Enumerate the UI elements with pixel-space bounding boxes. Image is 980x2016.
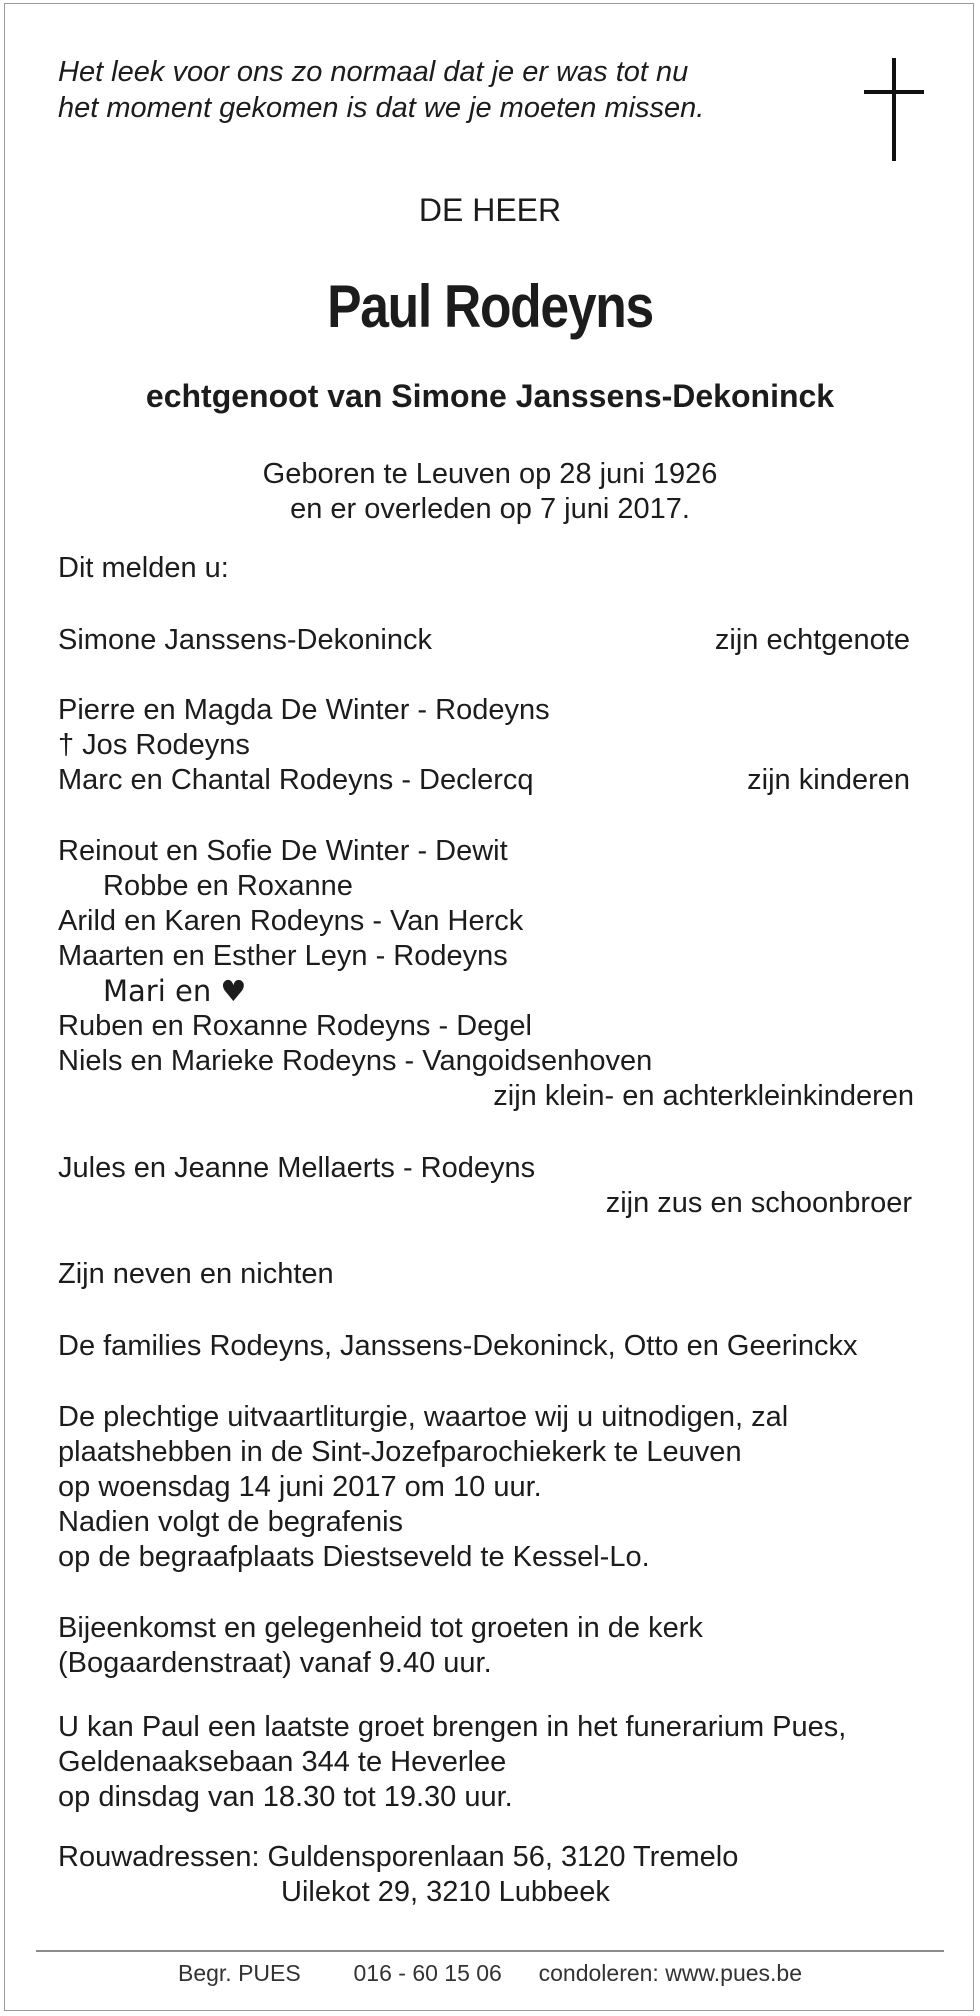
grandchild-line-4: Maarten en Esther Leyn - Rodeyns [58, 940, 508, 972]
spouse-relation: zijn echtgenote [714, 624, 910, 656]
grandchild-line-5: Mari en ♥ [103, 974, 247, 1008]
visit-line-2: Geldenaaksebaan 344 te Heverlee [58, 1746, 507, 1778]
address-line-2: Uilekot 29, 3210 Lubbeek [281, 1876, 610, 1908]
undertaker-name: Begr. PUES [177, 1960, 301, 1986]
funeral-line-5: op de begraafplaats Diestseveld te Kessel-Lo. [58, 1541, 650, 1573]
visit-info [58, 1710, 846, 1815]
deceased-name: Paul Rodeyns [327, 273, 653, 340]
birth-line: Geboren te Leuven op 28 juni 1926 [262, 458, 718, 490]
sister-relation: zijn zus en schoonbroer [605, 1187, 912, 1219]
quote-line-2: het moment gekomen is dat we je moeten missen. [58, 92, 705, 124]
visit-line-3: op dinsdag van 18.30 tot 19.30 uur. [58, 1781, 513, 1813]
grandchild-line-1: Reinout en Sofie De Winter - Dewit [58, 835, 508, 867]
honorific: DE HEER [418, 192, 562, 228]
child-3: Marc en Chantal Rodeyns - Declercq [58, 764, 534, 796]
child-2: † Jos Rodeyns [58, 729, 250, 761]
quote-line-1: Het leek voor ons zo normaal dat je er was tot nu [58, 56, 689, 88]
grandchild-line-3: Arild en Karen Rodeyns - Van Herck [58, 905, 524, 937]
gathering-line-2: (Bogaardenstraat) vanaf 9.40 uur. [58, 1647, 492, 1679]
condolence-link[interactable]: condoleren: www.pues.be [538, 1960, 803, 1986]
spouse-line: echtgenoot van Simone Janssens-Dekoninck [145, 378, 835, 414]
funeral-line-3: op woensdag 14 juni 2017 om 10 uur. [58, 1471, 542, 1503]
grandchild-line-7: Niels en Marieke Rodeyns - Vangoidsenhoven [58, 1045, 653, 1077]
families-line: De families Rodeyns, Janssens-Dekoninck, Otto en Geerinckx [58, 1330, 858, 1362]
address-line-1: Rouwadressen: Guldensporenlaan 56, 3120 Tremelo [58, 1841, 739, 1873]
spouse-name: Simone Janssens-Dekoninck [58, 624, 432, 656]
sister-name: Jules en Jeanne Mellaerts - Rodeyns [58, 1152, 536, 1184]
cousins-line: Zijn neven en nichten [58, 1258, 334, 1290]
child-1: Pierre en Magda De Winter - Rodeyns [58, 694, 550, 726]
cross-icon [864, 58, 924, 161]
gathering-line-1: Bijeenkomst en gelegenheid tot groeten in de kerk [58, 1612, 703, 1644]
footer-divider [36, 1950, 944, 1952]
intro-text: Dit melden u: [58, 552, 229, 584]
death-line: en er overleden op 7 juni 2017. [290, 493, 690, 525]
opening-quote [58, 54, 704, 126]
birth-death-info [0, 457, 980, 527]
undertaker-phone: 016 - 60 15 06 [353, 1960, 502, 1986]
grandchildren-relation: zijn klein- en achterkleinkinderen [493, 1080, 914, 1112]
funeral-line-4: Nadien volgt de begrafenis [58, 1506, 404, 1538]
funeral-info [58, 1400, 788, 1575]
visit-line-1: U kan Paul een laatste groet brengen in het funerarium Pues, [58, 1711, 847, 1743]
funeral-line-2: plaatshebben in de Sint-Jozefparochiekerk te Leuven [58, 1436, 742, 1468]
footer [0, 1960, 980, 1987]
funeral-line-1: De plechtige uitvaartliturgie, waartoe wij u uitnodigen, zal [58, 1401, 789, 1433]
grandchild-line-6: Ruben en Roxanne Rodeyns - Degel [58, 1010, 532, 1042]
gathering-info [58, 1611, 703, 1681]
children-relation: zijn kinderen [747, 764, 910, 796]
grandchild-line-2: Robbe en Roxanne [103, 870, 353, 902]
